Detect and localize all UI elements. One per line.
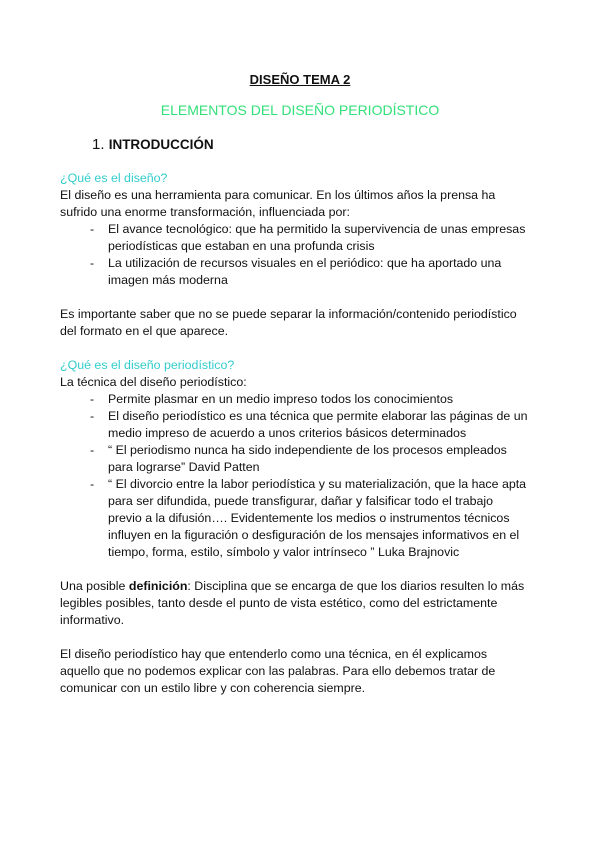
question-heading-1: ¿Qué es el diseño? bbox=[60, 171, 168, 185]
paragraph-definition: Una posible definición: Disciplina que se encarga de que los diarios resulten lo más legibles posibles, tanto desde el punto de vista estético, como del estrictamente informativo. bbox=[60, 579, 525, 627]
section-heading bbox=[92, 136, 214, 153]
list-item: - El diseño periodístico es una técnica que permite elaborar las páginas de un medio impreso de acuerdo a unos criterios básicos determinados bbox=[90, 409, 528, 440]
dash-bullet-icon: - bbox=[90, 392, 95, 406]
dash-bullet-icon: - bbox=[90, 409, 95, 423]
paragraph-note: Es importante saber que no se puede separar la información/contenido periodístico del formato en el que aparece. bbox=[60, 307, 517, 338]
section-number: 1. bbox=[92, 136, 105, 153]
document-title: DISEÑO TEMA 2 bbox=[249, 72, 351, 87]
definition-term: definición bbox=[128, 579, 188, 593]
dash-bullet-icon: - bbox=[90, 222, 95, 236]
document-body bbox=[60, 170, 530, 697]
document-subtitle: ELEMENTOS DEL DISEÑO PERIODÍSTICO bbox=[160, 102, 440, 118]
list-item: - Permite plasmar en un medio impreso todos los conocimientos bbox=[90, 392, 454, 406]
paragraph-intro-1: El diseño es una herramienta para comunicar. En los últimos años la prensa ha sufrido una enorme transformación, influenciada por: bbox=[60, 188, 496, 219]
list-item: - El avance tecnológico: que ha permitido la supervivencia de unas empresas periodísticas que estaban en una profunda crisis bbox=[90, 222, 526, 253]
bullet-list-2 bbox=[60, 391, 530, 561]
paragraph-closing: El diseño periodístico hay que entenderlo como una técnica, en él explicamos aquello que no podemos explicar con las palabras. Para ello debemos tratar de comunicar con un estilo libre y con coherencia siempre. bbox=[60, 647, 496, 695]
list-item: - “ El periodismo nunca ha sido independiente de los procesos empleados para lograrse” David Patten bbox=[90, 443, 507, 474]
list-item: - La utilización de recursos visuales en el periódico: que ha aportado una imagen más moderna bbox=[90, 256, 502, 287]
question-heading-2: ¿Qué es el diseño periodístico? bbox=[60, 358, 235, 372]
bullet-list-1 bbox=[60, 221, 530, 289]
dash-bullet-icon: - bbox=[90, 256, 95, 270]
dash-bullet-icon: - bbox=[90, 477, 95, 491]
dash-bullet-icon: - bbox=[90, 443, 95, 457]
section-title: INTRODUCCIÓN bbox=[108, 137, 214, 152]
list-item: - “ El divorcio entre la labor periodística y su materialización, que la hace apta para ser difundida, puede transfigurar, dañar y falsificar todo el trabajo previo a la difusión…. Evidentemente los medios o instrumentos técnicos influyen en la figuración o desfiguración de los mensajes informativos en el tiempo, forma, estilo, símbolo y valor intrínseco ” Luka Brajnovic bbox=[90, 477, 527, 559]
paragraph-intro-2: La técnica del diseño periodístico: bbox=[60, 375, 247, 389]
